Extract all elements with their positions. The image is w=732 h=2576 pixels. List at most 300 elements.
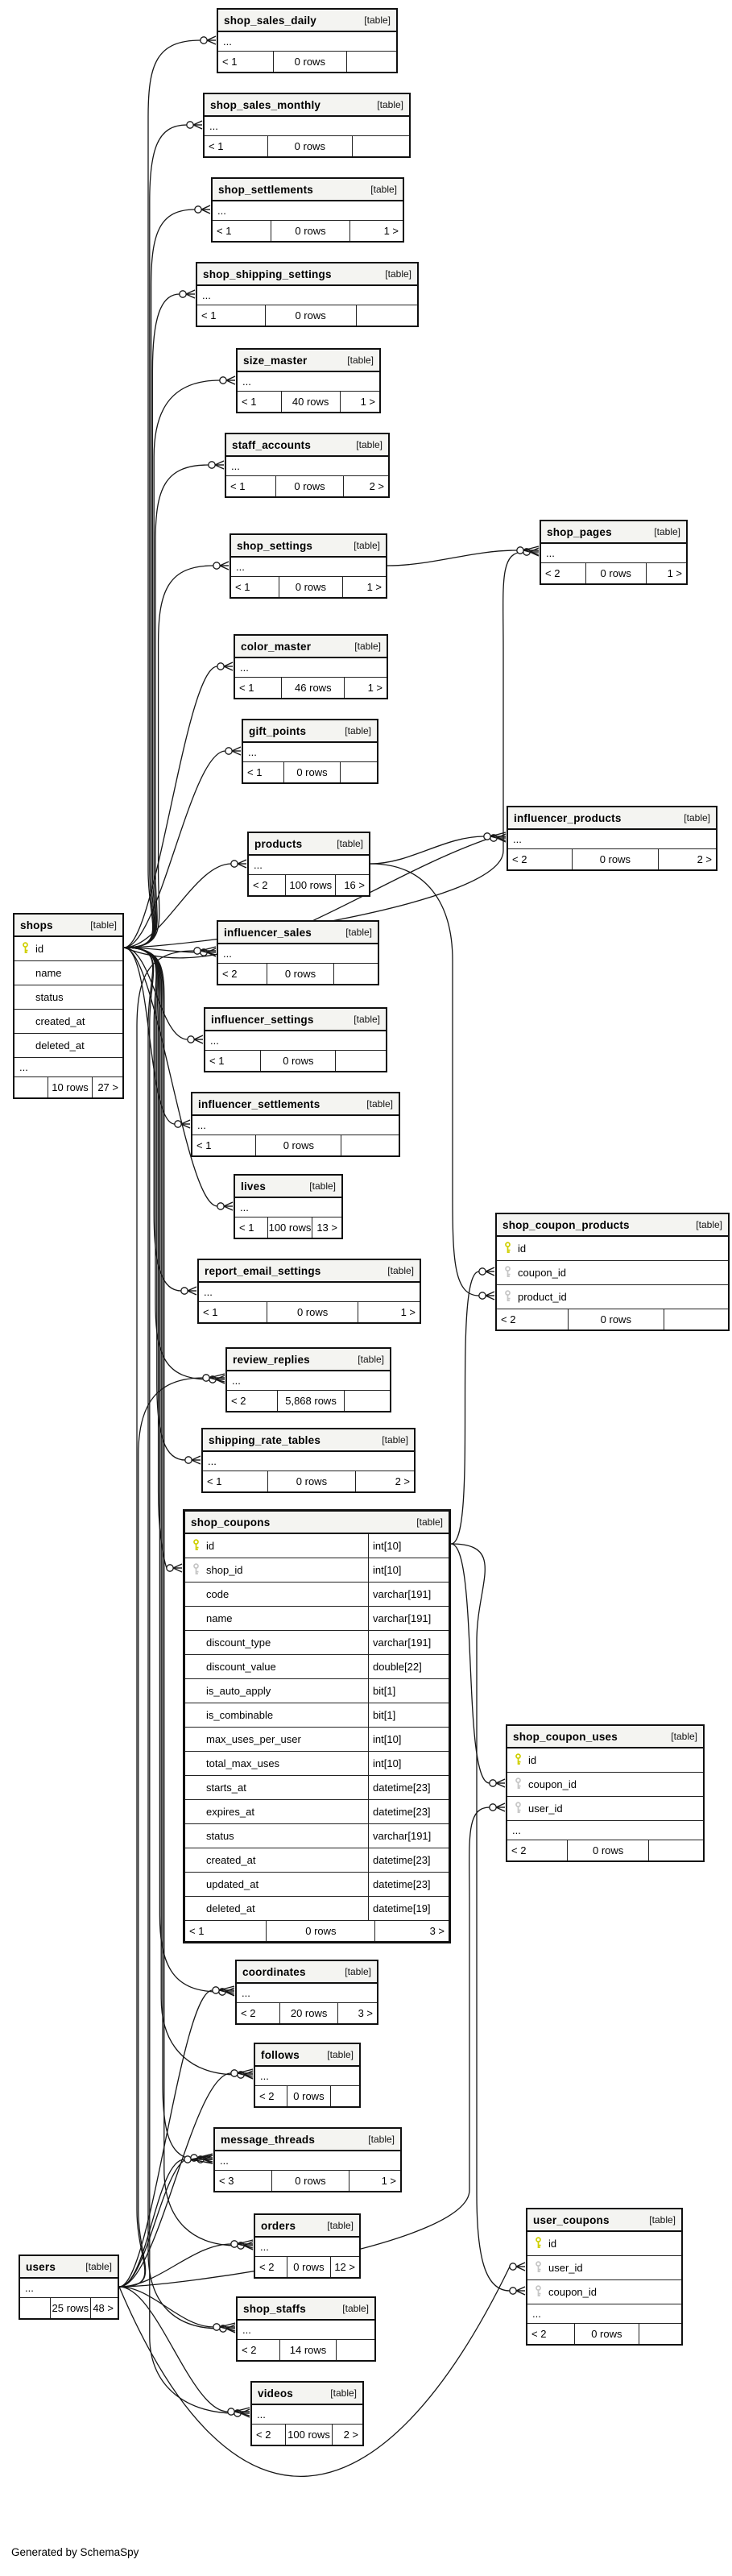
ellipsis-row: ... xyxy=(237,1984,377,2003)
column-name: starts_at xyxy=(206,1782,246,1794)
column-name: updated_at xyxy=(206,1878,259,1890)
table-type-tag: [table] xyxy=(327,2049,354,2060)
table-name[interactable]: lives xyxy=(241,1180,267,1193)
table-type-tag: [table] xyxy=(345,725,371,736)
table-header xyxy=(218,10,396,32)
table-type-tag: [table] xyxy=(368,2134,395,2145)
table-footer xyxy=(203,1471,414,1491)
column-name: coupon_id xyxy=(518,1267,566,1279)
table-type-tag: [table] xyxy=(385,268,411,280)
column-type: int[10] xyxy=(368,1728,449,1751)
table-name[interactable]: size_master xyxy=(243,354,308,367)
table-header xyxy=(238,2298,374,2321)
column-type: datetime[23] xyxy=(368,1776,449,1799)
table-header xyxy=(218,922,378,944)
table-footer xyxy=(238,2340,374,2360)
column-type: int[10] xyxy=(368,1752,449,1775)
table-header xyxy=(226,434,388,457)
table-shipping_rate_tables[interactable] xyxy=(201,1428,416,1493)
table-color_master[interactable] xyxy=(234,634,388,699)
table-name[interactable]: videos xyxy=(258,2387,293,2400)
table-footer xyxy=(192,1135,399,1155)
table-header xyxy=(541,521,686,544)
footer-children-count: 1 > xyxy=(349,2171,400,2191)
footer-row-count: 0 rows xyxy=(284,968,316,980)
footer-parents-count: < 2 xyxy=(508,849,573,869)
footer-children-count xyxy=(639,2324,681,2344)
generated-by-note: Generated by SchemaSpy xyxy=(11,2546,139,2558)
column-row-status xyxy=(185,1824,449,1848)
table-name[interactable]: users xyxy=(26,2260,56,2273)
table-influencer_sales[interactable] xyxy=(217,920,379,985)
footer-row-count: 100 rows xyxy=(268,1222,312,1234)
table-footer xyxy=(507,1840,703,1860)
footer-row-count: 0 rows xyxy=(295,2175,326,2187)
column-type: varchar[191] xyxy=(368,1824,449,1848)
footer-parents-count: < 2 xyxy=(218,964,267,984)
table-footer xyxy=(508,849,716,869)
table-shop_sales_monthly[interactable] xyxy=(203,93,411,158)
primary-key-icon xyxy=(192,1539,201,1553)
table-name[interactable]: message_threads xyxy=(221,2133,316,2146)
column-type: datetime[19] xyxy=(368,1897,449,1920)
table-type-tag: [table] xyxy=(358,1354,384,1365)
ellipsis-row: ... xyxy=(527,2304,681,2324)
table-footer xyxy=(227,1391,390,1411)
table-footer xyxy=(255,2086,359,2106)
table-shops[interactable] xyxy=(13,913,124,1099)
table-orders[interactable] xyxy=(254,2213,361,2279)
table-shop_shipping_settings[interactable] xyxy=(196,262,419,327)
table-shop_pages[interactable] xyxy=(540,520,688,585)
footer-parents-count: < 2 xyxy=(252,2425,286,2445)
table-header xyxy=(227,1349,390,1371)
table-name[interactable]: follows xyxy=(261,2048,300,2061)
table-name[interactable]: shop_coupon_uses xyxy=(513,1730,618,1743)
column-type: datetime[23] xyxy=(368,1873,449,1896)
table-footer xyxy=(237,2003,377,2023)
table-header xyxy=(255,2044,359,2067)
footer-row-count: 0 rows xyxy=(591,2328,622,2340)
table-footer xyxy=(205,136,409,156)
table-name[interactable]: shipping_rate_tables xyxy=(209,1433,321,1446)
footer-parents-count: < 2 xyxy=(249,875,286,895)
table-name[interactable]: shop_coupon_products xyxy=(502,1218,630,1231)
footer-row-count: 100 rows xyxy=(289,879,333,891)
table-header xyxy=(197,263,417,286)
column-row-user_id xyxy=(507,1797,703,1821)
table-type-tag: [table] xyxy=(364,15,391,26)
footer-row-count: 0 rows xyxy=(295,581,327,593)
foreign-key-icon xyxy=(534,2261,543,2275)
ellipsis-row: ... xyxy=(235,1198,341,1217)
column-name: discount_type xyxy=(206,1636,271,1649)
table-name[interactable]: color_master xyxy=(241,640,312,653)
table-type-tag: [table] xyxy=(337,838,363,849)
footer-children-count: 1 > xyxy=(340,392,379,412)
table-shop_settlements[interactable] xyxy=(211,177,404,243)
footer-children-count: 27 > xyxy=(92,1077,122,1097)
primary-key-icon xyxy=(21,942,30,956)
table-footer xyxy=(199,1302,420,1322)
ellipsis-row: ... xyxy=(213,201,403,221)
table-header xyxy=(14,915,122,937)
table-footer xyxy=(215,2171,400,2191)
footer-row-count: 5,868 rows xyxy=(285,1395,337,1407)
footer-children-count: 2 > xyxy=(355,1471,414,1491)
foreign-key-icon xyxy=(514,1802,523,1816)
column-name: status xyxy=(206,1830,234,1842)
table-type-tag: [table] xyxy=(416,1516,443,1528)
table-type-tag: [table] xyxy=(330,2387,357,2399)
table-follows[interactable] xyxy=(254,2043,361,2108)
footer-row-count: 0 rows xyxy=(296,1475,328,1487)
table-header xyxy=(185,1512,449,1534)
table-influencer_settings[interactable] xyxy=(204,1007,387,1072)
foreign-key-icon xyxy=(534,2285,543,2300)
footer-parents-count: < 1 xyxy=(213,221,271,241)
footer-parents-count: < 1 xyxy=(231,577,279,597)
ellipsis-row: ... xyxy=(218,944,378,964)
table-type-tag: [table] xyxy=(327,2220,354,2231)
table-type-tag: [table] xyxy=(684,812,710,823)
column-row-created_at xyxy=(14,1010,122,1034)
column-type: varchar[191] xyxy=(368,1631,449,1654)
column-row-user_id xyxy=(527,2256,681,2280)
table-name[interactable]: shop_sales_monthly xyxy=(210,98,321,111)
column-row-id xyxy=(507,1748,703,1773)
table-influencer_settlements[interactable] xyxy=(191,1092,400,1157)
table-report_email_settings[interactable] xyxy=(197,1259,421,1324)
column-name: is_combinable xyxy=(206,1709,274,1721)
column-type: int[10] xyxy=(368,1558,449,1582)
footer-row-count: 25 rows xyxy=(52,2302,89,2314)
footer-row-count: 0 rows xyxy=(294,480,325,492)
footer-row-count: 0 rows xyxy=(293,2261,325,2273)
ellipsis-row: ... xyxy=(541,544,686,563)
footer-children-count: 2 > xyxy=(658,849,716,869)
table-coordinates[interactable] xyxy=(235,1960,378,2025)
footer-parents-count xyxy=(14,1077,48,1097)
foreign-key-icon xyxy=(503,1290,512,1305)
column-row-is_combinable xyxy=(185,1703,449,1728)
column-row-coupon_id xyxy=(497,1261,728,1285)
ellipsis-row: ... xyxy=(192,1116,399,1135)
ellipsis-row: ... xyxy=(226,457,388,476)
footer-children-count xyxy=(648,1840,703,1860)
table-shop_settings[interactable] xyxy=(230,533,387,599)
footer-parents-count: < 1 xyxy=(197,305,266,326)
ellipsis-row: ... xyxy=(243,743,377,762)
table-header xyxy=(203,1429,414,1452)
footer-parents-count: < 2 xyxy=(507,1840,568,1860)
ellipsis-row: ... xyxy=(215,2151,400,2171)
column-row-coupon_id xyxy=(507,1773,703,1797)
table-shop_coupons[interactable] xyxy=(183,1509,451,1943)
table-type-tag: [table] xyxy=(342,2303,369,2314)
table-name[interactable]: shops xyxy=(20,919,53,931)
table-header xyxy=(199,1260,420,1283)
table-gift_points[interactable] xyxy=(242,719,378,784)
table-name[interactable]: shop_settlements xyxy=(218,183,313,196)
ellipsis-row: ... xyxy=(235,658,387,678)
column-row-updated_at xyxy=(185,1873,449,1897)
table-header xyxy=(231,535,386,558)
column-name: name xyxy=(35,967,62,979)
column-name: coupon_id xyxy=(528,1778,577,1790)
table-name[interactable]: report_email_settings xyxy=(205,1264,321,1277)
table-name[interactable]: shop_pages xyxy=(547,525,612,538)
column-row-status xyxy=(14,985,122,1010)
table-header xyxy=(243,720,377,743)
column-name: max_uses_per_user xyxy=(206,1733,301,1745)
table-name[interactable]: coordinates xyxy=(242,1965,306,1978)
ellipsis-row: ... xyxy=(227,1371,390,1391)
table-products[interactable] xyxy=(247,832,370,897)
column-row-discount_value xyxy=(185,1655,449,1679)
table-type-tag: [table] xyxy=(387,1265,414,1276)
footer-row-count: 0 rows xyxy=(294,56,325,68)
footer-row-count: 0 rows xyxy=(600,1313,631,1325)
column-row-max_uses_per_user xyxy=(185,1728,449,1752)
table-name[interactable]: shop_staffs xyxy=(243,2302,306,2315)
table-shop_coupon_uses[interactable] xyxy=(506,1724,705,1862)
footer-parents-count: < 1 xyxy=(235,678,282,698)
table-name[interactable]: review_replies xyxy=(233,1353,310,1366)
table-type-tag: [table] xyxy=(354,1014,380,1025)
table-type-tag: [table] xyxy=(85,2261,112,2272)
table-name[interactable]: shop_settings xyxy=(237,539,313,552)
table-shop_coupon_products[interactable] xyxy=(495,1213,730,1331)
ellipsis-row: ... xyxy=(238,2321,374,2340)
table-name[interactable]: shop_coupons xyxy=(191,1516,271,1529)
table-header xyxy=(497,1214,728,1237)
table-shop_sales_daily[interactable] xyxy=(217,8,398,73)
footer-children-count: 16 > xyxy=(335,875,369,895)
table-footer xyxy=(235,1217,341,1238)
table-type-tag: [table] xyxy=(377,99,403,110)
column-name: coupon_id xyxy=(548,2286,597,2298)
table-name[interactable]: orders xyxy=(261,2219,296,2232)
footer-children-count xyxy=(333,964,378,984)
footer-row-count: 0 rows xyxy=(599,853,631,865)
ellipsis-row: ... xyxy=(197,286,417,305)
footer-children-count xyxy=(340,762,377,782)
footer-parents-count: < 2 xyxy=(255,2086,287,2106)
footer-row-count: 0 rows xyxy=(600,567,631,579)
table-size_master[interactable] xyxy=(236,348,381,413)
footer-row-count: 0 rows xyxy=(305,1925,337,1937)
table-influencer_products[interactable] xyxy=(507,806,718,871)
table-name[interactable]: gift_points xyxy=(249,724,307,737)
table-type-tag: [table] xyxy=(356,439,383,450)
table-type-tag: [table] xyxy=(671,1731,697,1742)
table-message_threads[interactable] xyxy=(213,2127,402,2192)
footer-row-count: 0 rows xyxy=(593,1844,624,1856)
column-row-id xyxy=(185,1534,449,1558)
table-name[interactable]: shop_sales_daily xyxy=(224,14,317,27)
table-footer xyxy=(527,2324,681,2344)
footer-children-count xyxy=(352,136,409,156)
column-type: bit[1] xyxy=(368,1679,449,1703)
footer-parents-count: < 1 xyxy=(226,476,276,496)
footer-parents-count: < 1 xyxy=(235,1217,268,1238)
ellipsis-row: ... xyxy=(508,830,716,849)
column-row-starts_at xyxy=(185,1776,449,1800)
table-header xyxy=(507,1726,703,1748)
table-users[interactable] xyxy=(19,2255,119,2320)
table-footer xyxy=(231,577,386,597)
table-footer xyxy=(226,476,388,496)
ellipsis-row: ... xyxy=(205,117,409,136)
footer-children-count: 1 > xyxy=(646,563,686,583)
table-footer xyxy=(14,1077,122,1097)
table-type-tag: [table] xyxy=(370,184,397,195)
primary-key-icon xyxy=(534,2237,543,2251)
column-type: bit[1] xyxy=(368,1703,449,1727)
footer-parents-count: < 1 xyxy=(203,1471,268,1491)
column-row-expires_at xyxy=(185,1800,449,1824)
table-type-tag: [table] xyxy=(90,919,117,931)
footer-children-count: 1 > xyxy=(358,1302,420,1322)
footer-children-count xyxy=(341,1135,399,1155)
column-name: status xyxy=(35,991,64,1003)
footer-parents-count: < 1 xyxy=(192,1135,256,1155)
footer-children-count: 13 > xyxy=(312,1217,341,1238)
ellipsis-row: ... xyxy=(255,2238,359,2257)
footer-row-count: 0 rows xyxy=(296,1306,329,1318)
column-row-created_at xyxy=(185,1848,449,1873)
column-type: double[22] xyxy=(368,1655,449,1678)
footer-row-count: 14 rows xyxy=(289,2344,327,2356)
table-footer xyxy=(185,1921,449,1941)
table-staff_accounts[interactable] xyxy=(225,433,390,498)
table-footer xyxy=(238,392,379,412)
table-type-tag: [table] xyxy=(366,1098,393,1110)
column-name: shop_id xyxy=(206,1564,243,1576)
footer-parents-count: < 1 xyxy=(238,392,282,412)
table-type-tag: [table] xyxy=(654,526,680,537)
footer-children-count xyxy=(346,52,396,72)
column-name: total_max_uses xyxy=(206,1757,280,1769)
table-footer xyxy=(20,2298,118,2318)
table-videos[interactable] xyxy=(250,2381,364,2446)
ellipsis-row: ... xyxy=(249,856,369,875)
column-name: created_at xyxy=(206,1854,256,1866)
ellipsis-row: ... xyxy=(14,1058,122,1077)
table-lives[interactable] xyxy=(234,1174,343,1239)
table-footer xyxy=(218,964,378,984)
table-name[interactable]: influencer_settings xyxy=(211,1013,314,1026)
column-row-id xyxy=(527,2232,681,2256)
column-name: product_id xyxy=(518,1291,567,1303)
table-review_replies[interactable] xyxy=(225,1347,391,1412)
column-name: id xyxy=(528,1754,537,1766)
table-name[interactable]: influencer_products xyxy=(514,811,622,824)
column-row-deleted_at xyxy=(185,1897,449,1921)
footer-row-count: 0 rows xyxy=(294,140,325,152)
table-header xyxy=(237,1961,377,1984)
table-header xyxy=(20,2256,118,2279)
table-name[interactable]: products xyxy=(254,837,303,850)
table-footer xyxy=(255,2257,359,2277)
footer-row-count: 0 rows xyxy=(295,225,326,237)
column-row-shop_id xyxy=(185,1558,449,1583)
table-footer xyxy=(243,762,377,782)
footer-children-count: 2 > xyxy=(332,2425,362,2445)
table-header xyxy=(235,636,387,658)
table-header xyxy=(205,1009,386,1031)
table-type-tag: [table] xyxy=(354,540,380,551)
footer-children-count: 3 > xyxy=(374,1921,449,1941)
primary-key-icon xyxy=(503,1242,512,1256)
footer-parents-count: < 2 xyxy=(497,1309,569,1329)
footer-row-count: 0 rows xyxy=(295,309,326,321)
column-type: datetime[23] xyxy=(368,1800,449,1823)
footer-children-count xyxy=(330,2086,359,2106)
ellipsis-row: ... xyxy=(252,2405,362,2425)
table-name[interactable]: shop_shipping_settings xyxy=(203,268,332,280)
column-type: varchar[191] xyxy=(368,1583,449,1606)
footer-parents-count: < 2 xyxy=(541,563,586,583)
ellipsis-row: ... xyxy=(231,558,386,577)
table-type-tag: [table] xyxy=(354,641,381,652)
table-user_coupons[interactable] xyxy=(526,2208,683,2346)
table-footer xyxy=(249,875,369,895)
footer-parents-count: < 1 xyxy=(185,1921,267,1941)
ellipsis-row: ... xyxy=(238,372,379,392)
column-row-code xyxy=(185,1583,449,1607)
table-footer xyxy=(213,221,403,241)
footer-row-count: 40 rows xyxy=(292,396,329,408)
column-name: user_id xyxy=(528,1802,563,1815)
column-name: is_auto_apply xyxy=(206,1685,271,1697)
table-shop_staffs[interactable] xyxy=(236,2296,376,2362)
ellipsis-row: ... xyxy=(205,1031,386,1051)
column-row-name xyxy=(185,1607,449,1631)
table-header xyxy=(213,179,403,201)
footer-children-count: 1 > xyxy=(342,577,386,597)
footer-children-count xyxy=(335,1051,386,1071)
column-name: user_id xyxy=(548,2262,583,2274)
column-type: datetime[23] xyxy=(368,1848,449,1872)
table-name[interactable]: influencer_sales xyxy=(224,926,312,939)
table-name[interactable]: influencer_settlements xyxy=(198,1097,321,1110)
table-type-tag: [table] xyxy=(345,1966,371,1977)
footer-row-count: 0 rows xyxy=(283,1139,314,1151)
footer-children-count: 48 > xyxy=(90,2298,118,2318)
table-name[interactable]: staff_accounts xyxy=(232,438,312,451)
table-footer xyxy=(197,305,417,326)
table-header xyxy=(508,807,716,830)
table-type-tag: [table] xyxy=(345,927,372,938)
footer-children-count: 12 > xyxy=(330,2257,359,2277)
footer-parents-count: < 2 xyxy=(527,2324,575,2344)
table-type-tag: [table] xyxy=(347,355,374,366)
table-footer xyxy=(541,563,686,583)
footer-children-count: 2 > xyxy=(343,476,388,496)
foreign-key-icon xyxy=(192,1563,201,1578)
table-header xyxy=(527,2209,681,2232)
column-name: expires_at xyxy=(206,1806,254,1818)
column-name: discount_value xyxy=(206,1661,276,1673)
table-name[interactable]: user_coupons xyxy=(533,2213,610,2226)
column-name: created_at xyxy=(35,1015,85,1027)
table-type-tag: [table] xyxy=(696,1219,722,1230)
column-name: name xyxy=(206,1612,233,1624)
footer-children-count xyxy=(344,1391,390,1411)
footer-parents-count: < 3 xyxy=(215,2171,272,2191)
